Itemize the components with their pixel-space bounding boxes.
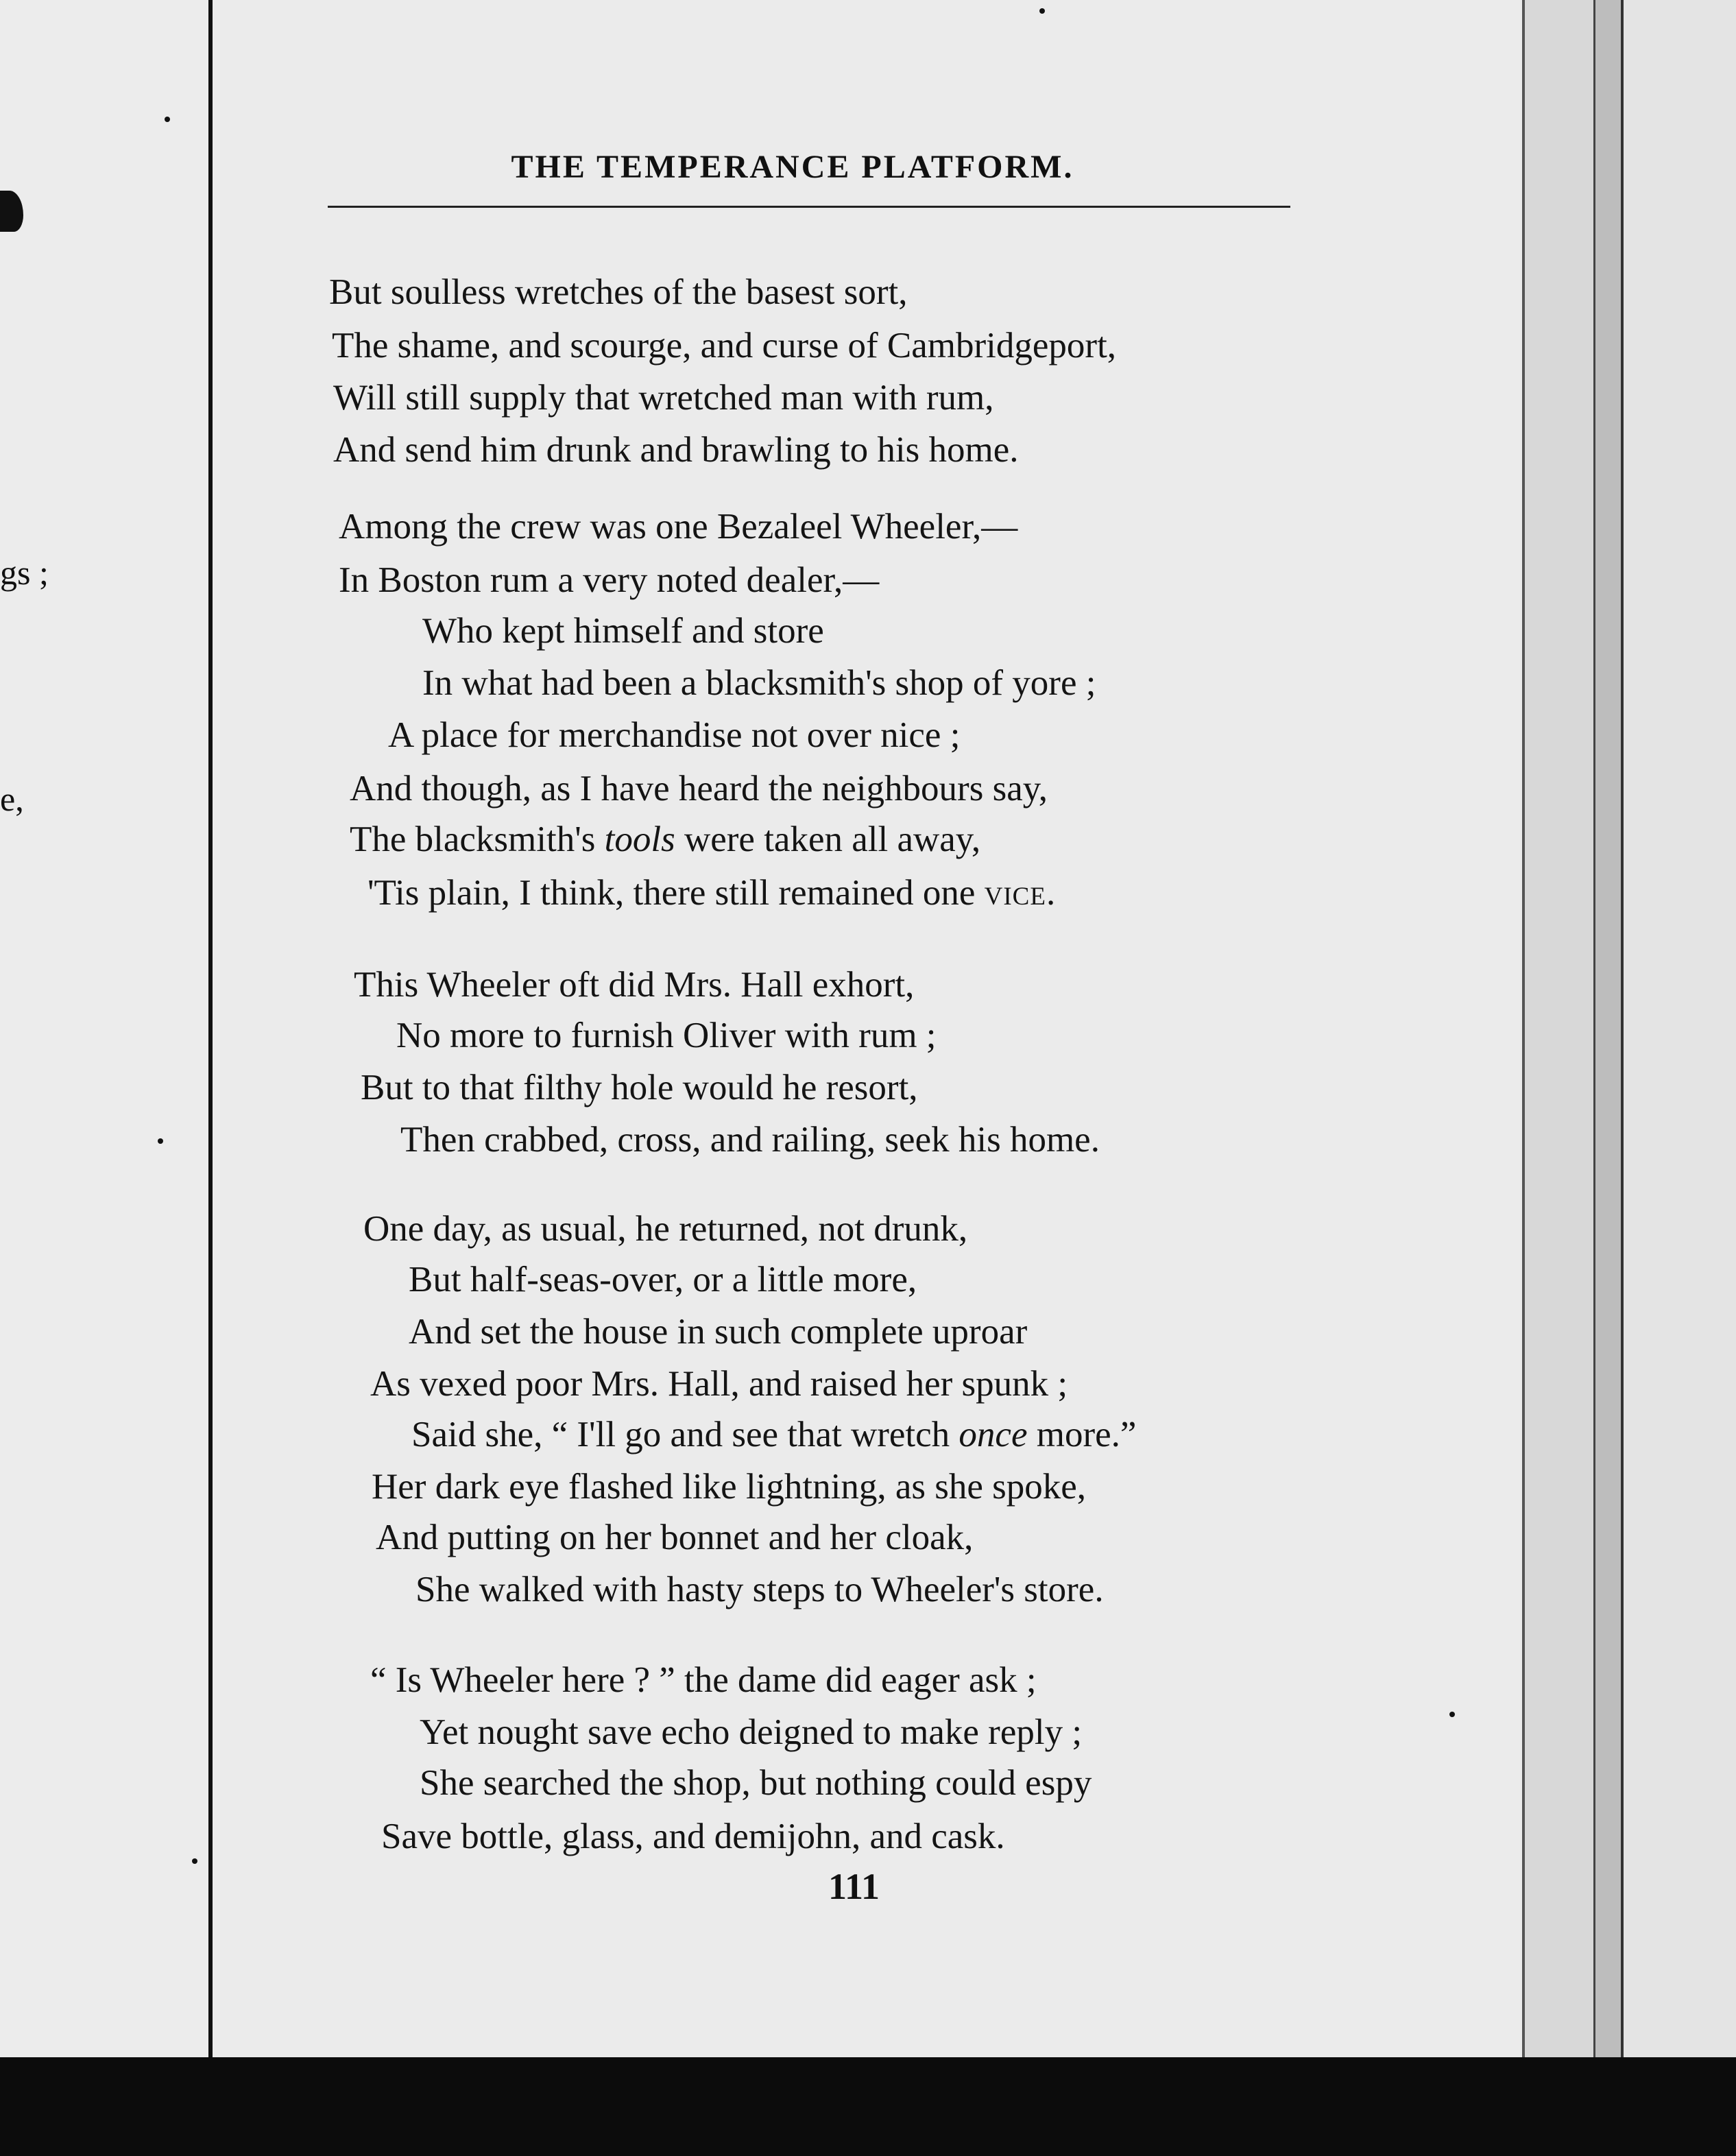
left-page-fragment: e, [0, 780, 24, 818]
poem-line: And putting on her bonnet and her cloak, [376, 1518, 974, 1557]
speck [1039, 8, 1045, 14]
poem-line-text: were taken all away, [675, 819, 981, 859]
poem-line: And set the house in such complete uproar [409, 1312, 1028, 1352]
italic-word: once [959, 1415, 1028, 1454]
poem-line: In Boston rum a very noted dealer,— [339, 560, 880, 600]
scan-background [0, 2057, 1736, 2156]
poem-line [350, 819, 981, 859]
poem-line: And though, as I have heard the neighbours say, [350, 769, 1048, 809]
speck [192, 1858, 197, 1864]
speck [158, 1138, 163, 1144]
poem-line: The shame, and scourge, and curse of Cambridgeport, [332, 326, 1117, 366]
speck [1449, 1712, 1455, 1717]
poem-line: One day, as usual, he returned, not drunk, [363, 1209, 968, 1249]
poem-line: But soulless wretches of the basest sort, [329, 272, 908, 312]
small-caps-word: vice. [984, 873, 1057, 913]
poem-line: In what had been a blacksmith's shop of yore ; [422, 663, 1096, 703]
poem-line: Then crabbed, cross, and railing, seek his home. [400, 1120, 1100, 1160]
poem-line: But half-seas-over, or a little more, [409, 1260, 917, 1299]
poem-line: No more to furnish Oliver with rum ; [396, 1016, 937, 1055]
poem-line: “ Is Wheeler here ? ” the dame did eager ask ; [370, 1660, 1037, 1700]
poem-line-text: more.” [1027, 1415, 1137, 1454]
poem-line: A place for merchandise not over nice ; [388, 715, 961, 755]
poem-line: Among the crew was one Bezaleel Wheeler,— [339, 507, 1018, 547]
page-number: 111 [828, 1866, 880, 1907]
poem-line: Who kept himself and store [422, 611, 824, 651]
poem-line: And send him drunk and brawling to his home. [333, 430, 1019, 470]
poem-line: Save bottle, glass, and demijohn, and cask. [381, 1817, 1005, 1856]
poem-line: This Wheeler oft did Mrs. Hall exhort, [354, 965, 915, 1005]
ornament-fragment [0, 191, 23, 232]
left-page-fragment: gs ; [0, 553, 49, 592]
poem-line-text: 'Tis plain, I think, there still remained one [367, 873, 985, 913]
poem-line: She walked with hasty steps to Wheeler's store. [415, 1570, 1104, 1609]
running-head: THE TEMPERANCE PLATFORM. [511, 149, 1074, 185]
poem-line [411, 1417, 1136, 1453]
italic-word: tools [604, 819, 675, 859]
poem-line-text: The blacksmith's [350, 819, 605, 859]
page-edge [1621, 0, 1736, 2064]
poem-line: She searched the shop, but nothing could espy [420, 1763, 1092, 1803]
poem-line: But to that filthy hole would he resort, [361, 1068, 918, 1107]
header-rule [328, 206, 1290, 208]
poem-line-text: Said she, “ I'll go and see that wretch [411, 1415, 959, 1454]
poem-line: Yet nought save echo deigned to make reply ; [420, 1712, 1083, 1752]
page-edge [1522, 0, 1596, 2064]
poem-line: As vexed poor Mrs. Hall, and raised her spunk ; [370, 1364, 1068, 1404]
speck [165, 117, 170, 122]
poem-line: Her dark eye flashed like lightning, as she spoke, [372, 1467, 1087, 1507]
poem-line: Will still supply that wretched man with rum, [333, 378, 994, 418]
page-edge [1593, 0, 1623, 2064]
poem-line [367, 875, 1056, 911]
